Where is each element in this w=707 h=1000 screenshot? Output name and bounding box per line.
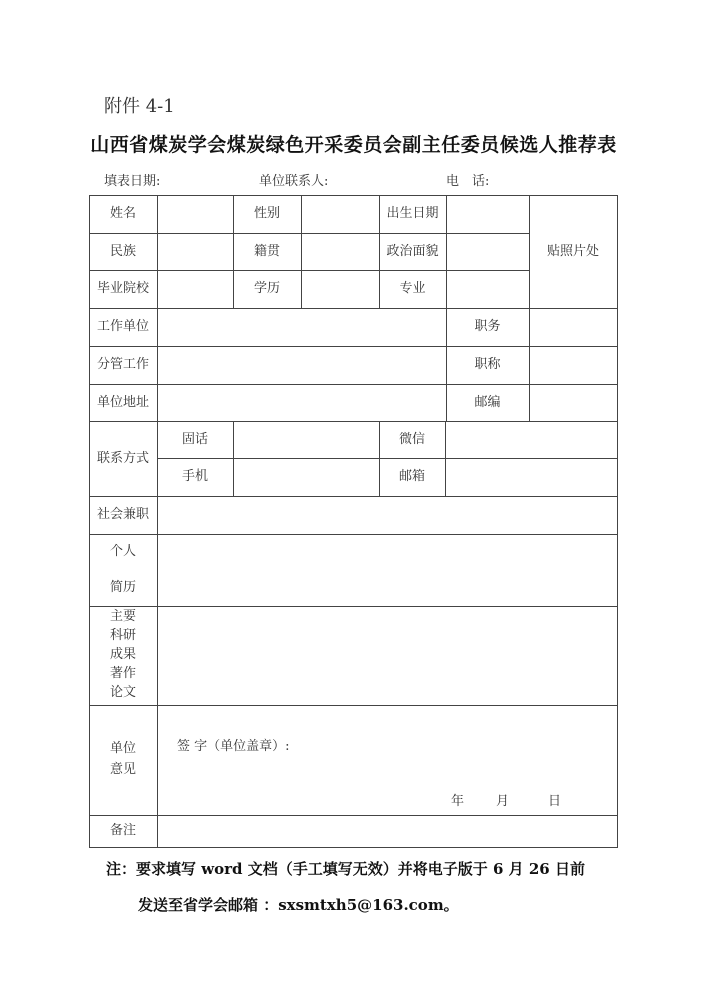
responsibility-field[interactable] bbox=[158, 347, 446, 384]
unit-opinion-field[interactable] bbox=[158, 706, 617, 815]
responsibility-label: 分管工作 bbox=[96, 357, 149, 373]
achievements-field[interactable] bbox=[158, 607, 617, 705]
political-status-field[interactable] bbox=[447, 234, 529, 270]
postcode-label: 邮编 bbox=[474, 394, 501, 410]
landline-label: 固话 bbox=[181, 431, 208, 447]
ethnicity-label: 民族 bbox=[109, 243, 136, 259]
email-field[interactable] bbox=[446, 459, 617, 496]
landline-field[interactable] bbox=[234, 422, 379, 458]
table-border-right bbox=[617, 195, 618, 848]
mobile-field[interactable] bbox=[234, 459, 379, 496]
attachment-number: 附件 4-1 bbox=[104, 96, 175, 117]
achievements-label bbox=[89, 606, 157, 705]
gender-label: 性别 bbox=[253, 206, 280, 222]
work-unit-field[interactable] bbox=[158, 309, 446, 346]
mobile-label: 手机 bbox=[181, 469, 208, 485]
birth-date-field[interactable] bbox=[447, 196, 529, 233]
name-field[interactable] bbox=[158, 196, 233, 233]
education-label: 学历 bbox=[253, 281, 280, 297]
unit-opinion-label-line2: 意见 bbox=[109, 762, 136, 777]
resume-label-line1: 个人 bbox=[109, 544, 136, 560]
unit-address-label: 单位地址 bbox=[96, 394, 149, 410]
name-label: 姓名 bbox=[109, 206, 136, 222]
resume-field[interactable] bbox=[158, 535, 617, 606]
native-place-field[interactable] bbox=[302, 234, 379, 270]
contact-label: 联系方式 bbox=[96, 450, 149, 466]
professional-title-field[interactable] bbox=[530, 347, 617, 384]
unit-opinion-label-line1: 单位 bbox=[109, 741, 136, 757]
major-label: 专业 bbox=[399, 281, 426, 297]
professional-title-label: 职称 bbox=[474, 357, 501, 373]
work-unit-label: 工作单位 bbox=[96, 319, 149, 335]
achievements-label-line: 科研 bbox=[109, 628, 136, 644]
ethnicity-field[interactable] bbox=[158, 234, 233, 270]
email-label: 邮箱 bbox=[398, 469, 425, 485]
fill-date-label: 填表日期: bbox=[104, 174, 161, 189]
wechat-field[interactable] bbox=[446, 422, 617, 458]
photo-placeholder[interactable]: 贴照片处 bbox=[546, 243, 599, 259]
native-place-label: 籍贯 bbox=[253, 243, 280, 259]
date-day-label: 日 bbox=[548, 794, 562, 809]
signature-label: 签 字（单位盖章）: bbox=[177, 739, 290, 754]
date-year-label: 年 bbox=[451, 794, 465, 809]
unit-opinion-label bbox=[89, 705, 157, 815]
school-field[interactable] bbox=[158, 271, 233, 308]
form-title: 山西省煤炭学会煤炭绿色开采委员会副主任委员候选人推荐表 bbox=[90, 134, 617, 156]
note-line-2: 发送至省学会邮箱 ：sxsmtxh5@163.com。 bbox=[138, 896, 459, 914]
resume-label-line2: 简历 bbox=[109, 580, 136, 596]
birth-date-label: 出生日期 bbox=[386, 206, 439, 222]
achievements-label-line: 著作 bbox=[109, 665, 136, 681]
table-border-bottom bbox=[89, 847, 618, 848]
date-month-label: 月 bbox=[496, 794, 510, 809]
political-status-label: 政治面貌 bbox=[386, 243, 439, 259]
gender-field[interactable] bbox=[302, 196, 379, 233]
achievements-label-line: 论文 bbox=[109, 684, 136, 700]
note-line-1: 注：要求填写 word 文档（手工填写无效）并将电子版于 6 月 26 日前 bbox=[106, 860, 585, 878]
contact-person-label: 单位联系人: bbox=[259, 174, 329, 189]
wechat-label: 微信 bbox=[398, 431, 425, 447]
phone-label: 电 话: bbox=[446, 174, 490, 189]
achievements-label-line: 主要 bbox=[109, 609, 136, 625]
remarks-field[interactable] bbox=[158, 816, 617, 847]
position-field[interactable] bbox=[530, 309, 617, 346]
major-field[interactable] bbox=[447, 271, 529, 308]
unit-address-field[interactable] bbox=[158, 385, 446, 421]
achievements-label-line: 成果 bbox=[109, 647, 136, 663]
social-roles-field[interactable] bbox=[158, 497, 617, 534]
social-roles-label: 社会兼职 bbox=[96, 507, 149, 523]
position-label: 职务 bbox=[474, 319, 501, 335]
remarks-label: 备注 bbox=[109, 823, 136, 839]
resume-label bbox=[89, 534, 157, 606]
education-field[interactable] bbox=[302, 271, 379, 308]
postcode-field[interactable] bbox=[530, 385, 617, 421]
school-label: 毕业院校 bbox=[96, 281, 149, 297]
